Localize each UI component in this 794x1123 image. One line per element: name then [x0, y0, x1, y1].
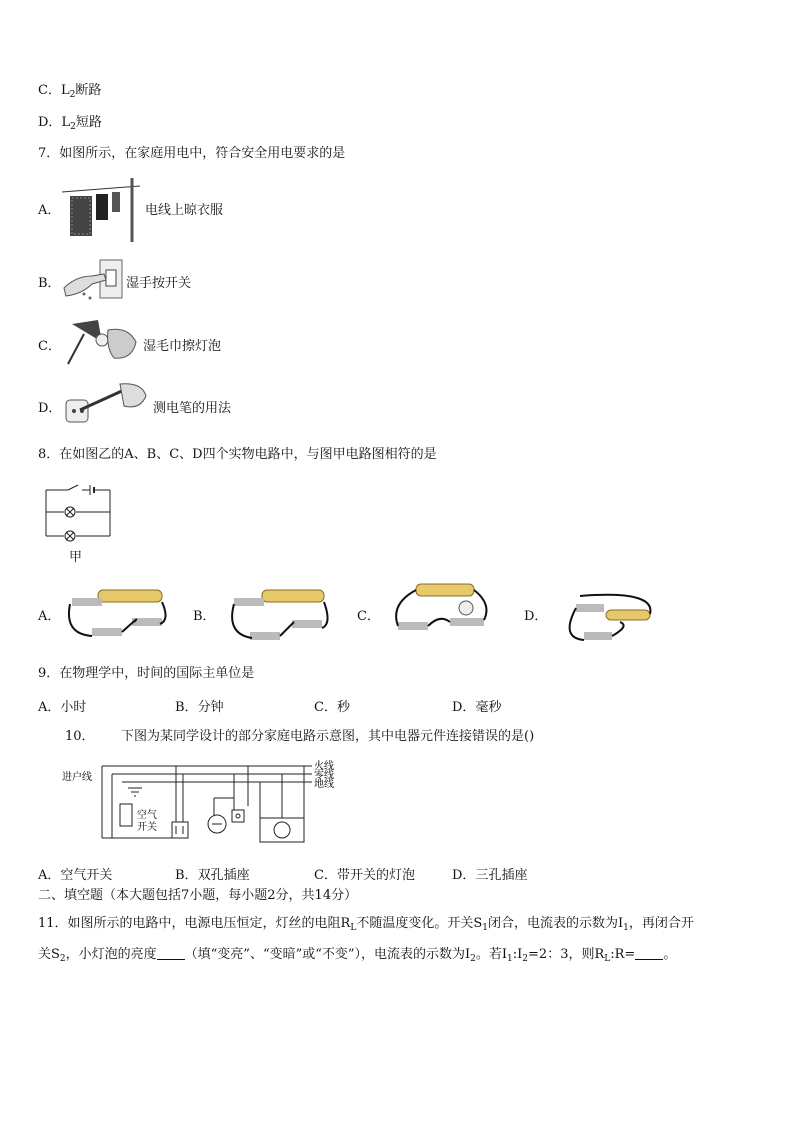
q8-stem: 8．在如图乙的A、B、C、D四个实物电路中，与图甲电路图相符的是 [38, 447, 437, 462]
q7-option-d-text: 测电笔的用法 [153, 401, 232, 416]
q9-option-b[interactable]: B．分钟 [175, 700, 224, 715]
q7-option-c-letter[interactable]: C． [38, 339, 61, 354]
q6-option-c: C．$L_2$断路 [38, 83, 102, 100]
live-wire-label: 火线 [314, 761, 334, 772]
q8-option-a-letter[interactable]: A． [38, 609, 61, 624]
q7-option-c-text: 湿毛巾擦灯泡 [143, 339, 222, 354]
q7-option-d-letter[interactable]: D． [38, 401, 62, 416]
section-two-title: 二、填空题（本大题包括7小题，每小题2分，共14分） [38, 888, 358, 903]
q11-line-2: 关$S_2$，小灯泡的亮度 （填“变亮”、“变暗”或“不变”），电流表的示数为$I_2$。若$I_1:I_2=2$：3，则$R_L:R=$ 。 [38, 947, 677, 964]
circuit-diagram-jia [42, 484, 114, 542]
test-pen-icon [62, 380, 148, 426]
q9-stem: 9．在物理学中，时间的国际主单位是 [38, 666, 255, 681]
q8-option-c-letter[interactable]: C． [357, 609, 380, 624]
q10-option-b[interactable]: B．双孔插座 [175, 868, 250, 883]
q11-line-1: 11．如图所示的电路中，电源电压恒定，灯丝的电阻$R_L$不随温度变化。开关$S_1$闭合，电流表的示数为$I_1$，再闭合开 [38, 916, 694, 933]
clothes-on-wire-icon [62, 178, 142, 242]
q10-option-a[interactable]: A．空气开关 [38, 868, 113, 883]
q11-blank-1[interactable] [157, 947, 185, 960]
physical-circuit-c-icon [380, 574, 492, 644]
q9-option-a[interactable]: A．小时 [38, 700, 87, 715]
q7-option-b-text: 湿手按开关 [126, 276, 192, 291]
air-switch-label-2: 开关 [137, 822, 157, 833]
physical-circuit-d-icon [560, 588, 660, 652]
q8-option-d-letter[interactable]: D． [524, 609, 548, 624]
q10-number: 10． [65, 729, 95, 744]
wet-hand-switch-icon [62, 258, 124, 302]
q6-option-d: D．$L_2$短路 [38, 115, 102, 132]
q11-blank-2[interactable] [635, 947, 663, 960]
ground-wire-label: 地线 [314, 779, 334, 790]
q8-figure-label: 甲 [69, 550, 83, 565]
q9-option-d[interactable]: D．毫秒 [452, 700, 502, 715]
q7-stem: 7．如图所示，在家庭用电中，符合安全用电要求的是 [38, 146, 346, 161]
q7-option-b-letter[interactable]: B． [38, 276, 61, 291]
physical-circuit-b-icon [222, 584, 332, 648]
q7-option-a-letter[interactable]: A． [38, 203, 61, 218]
towel-lamp-icon [62, 318, 142, 366]
neutral-wire-label: 零线 [314, 770, 334, 781]
incoming-line-label: 进户线 [62, 772, 92, 783]
physical-circuit-a-icon [62, 584, 172, 648]
q7-option-a-text: 电线上晾衣服 [145, 203, 224, 218]
air-switch-label-1: 空气 [137, 810, 157, 821]
q10-option-c[interactable]: C．带开关的灯泡 [314, 868, 415, 883]
q9-option-c[interactable]: C．秒 [314, 700, 350, 715]
q10-option-d[interactable]: D．三孔插座 [452, 868, 528, 883]
q8-option-b-letter[interactable]: B． [193, 609, 216, 624]
q10-stem: 下图为某同学设计的部分家庭电路示意图，其中电器元件连接错误的是() [121, 729, 535, 744]
home-circuit-diagram [62, 758, 352, 850]
